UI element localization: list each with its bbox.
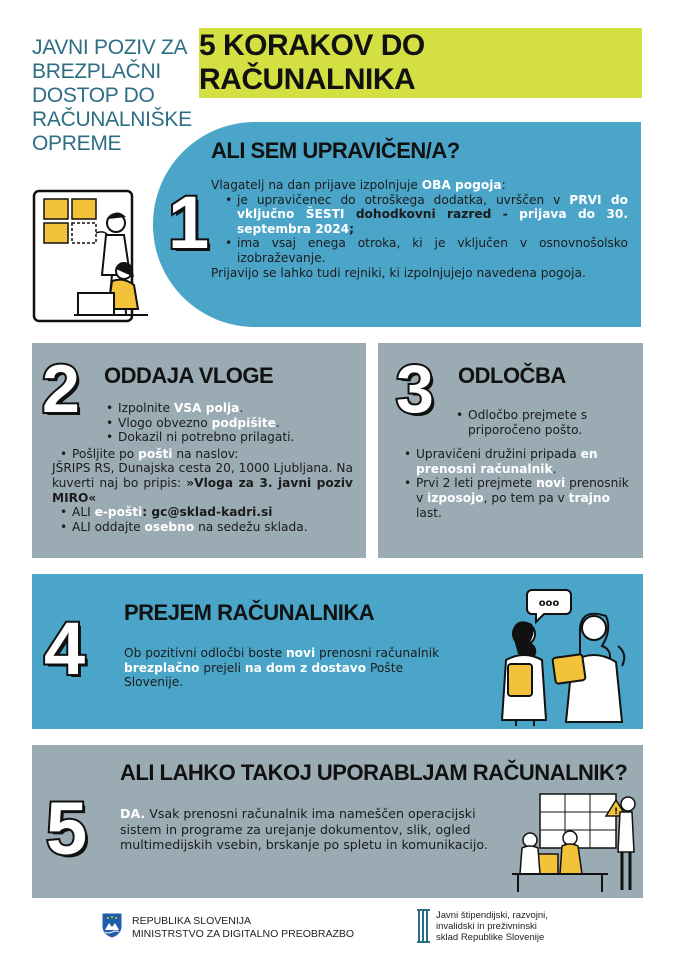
step3-body	[402, 408, 634, 520]
step1-note: Prijavijo se lahko tudi rejniki, ki izpolnjujejo navedena pogoja.	[211, 265, 586, 280]
fund-line-1: Javni štipendijski, razvojni,	[436, 910, 548, 921]
banner-title: 5 KORAKOV DO RAČUNALNIKA	[199, 29, 425, 96]
step3-heading: ODLOČBA	[458, 363, 566, 388]
step1-body	[211, 178, 628, 280]
step1-condition-1: • je upravičenec do otroškega dodatka, uvrščen v PRVI do vključno ŠESTI dohodkovni razred - prijava do 30. septembra 2024;	[223, 193, 628, 237]
step2-item-personal: • ALI oddajte osebno na sedežu sklada.	[58, 520, 353, 535]
puzzle-board-illustration	[28, 185, 158, 330]
step3-item-ownership: • Prvi 2 leti prejmete novi prenosnik v izposojo, po tem pa v trajno last.	[402, 476, 634, 520]
title-banner	[199, 28, 642, 98]
step4-number: 4	[44, 607, 86, 690]
speech-bubble-text: ooo	[538, 598, 560, 609]
ministry-line-1: REPUBLIKA SLOVENIJA	[132, 915, 252, 927]
step2-body	[52, 401, 353, 534]
step3-number: 3	[396, 351, 434, 427]
fund-logo-icon	[417, 909, 431, 943]
people-with-tablets-illustration	[490, 580, 640, 728]
team-at-desk-illustration	[508, 790, 643, 895]
step5-number: 5	[46, 787, 88, 870]
step1-heading: ALI SEM UPRAVIČEN/A?	[211, 138, 460, 163]
step2-item-post: • Pošljite po pošti na naslov:	[58, 447, 353, 462]
step1-condition-2: • ima vsaj enega otroka, ki je vključen v osnovnošolsko izobraževanje.	[223, 236, 628, 265]
step1-intro: Vlagatelj na dan prijave izpolnjuje OBA pogoja:	[211, 178, 506, 192]
fund-line-2: invalidski in preživninski	[436, 921, 537, 932]
step2-address: JŠRIPS RS, Dunajska cesta 20, 1000 Ljubljana. Na kuverti naj bo pripis: »Vloga za 3. javni poziv MIRO«	[52, 461, 353, 505]
intro-title: JAVNI POZIV ZA BREZPLAČNI DOSTOP DO RAČUNALNIŠKE OPREME	[32, 36, 192, 155]
step3-item-delivery: • Odločbo prejmete s priporočeno pošto.	[454, 408, 634, 437]
step4-text: Ob pozitivni odločbi boste novi prenosni računalnik brezplačno prejeli na dom z dostavo Pošte Slovenije.	[124, 646, 440, 690]
step2-item-email: • ALI e-pošti: gc@sklad-kadri.si	[58, 505, 353, 520]
step4-heading: PREJEM RAČUNALNIKA	[124, 600, 375, 625]
ministry-name	[132, 915, 354, 941]
step2-heading: ODDAJA VLOGE	[104, 363, 274, 388]
ministry-line-2: MINISTRSTVO ZA DIGITALNO PREOBRAZBO	[132, 928, 355, 940]
step2-item-docs: • Dokazil ni potrebno prilagati.	[104, 430, 353, 445]
step5-heading: ALI LAHKO TAKOJ UPORABLJAM RAČUNALNIK?	[120, 760, 628, 785]
step2-number: 2	[42, 351, 80, 427]
step5-text: DA. Vsak prenosni računalnik ima nameščen operacijski sistem in programe za urejanje dokumentov, slik, ogled multimedijskih vsebin, brskanje po spletu in komunikacijo.	[120, 806, 488, 853]
step3-item-entitlement: • Upravičeni družini pripada en prenosni računalnik.	[402, 447, 634, 476]
step2-item-sign: • Vlogo obvezno podpišite.	[104, 416, 353, 431]
step5-body	[120, 806, 504, 853]
step2-item-fill: • Izpolnite VSA polja.	[104, 401, 353, 416]
step1-number: 1	[168, 181, 210, 264]
svg-text:!: !	[613, 807, 619, 817]
step4-body	[124, 646, 454, 690]
slovenia-coat-of-arms-icon	[101, 912, 123, 938]
fund-line-3: sklad Republike Slovenije	[436, 932, 545, 943]
fund-name	[436, 910, 548, 943]
